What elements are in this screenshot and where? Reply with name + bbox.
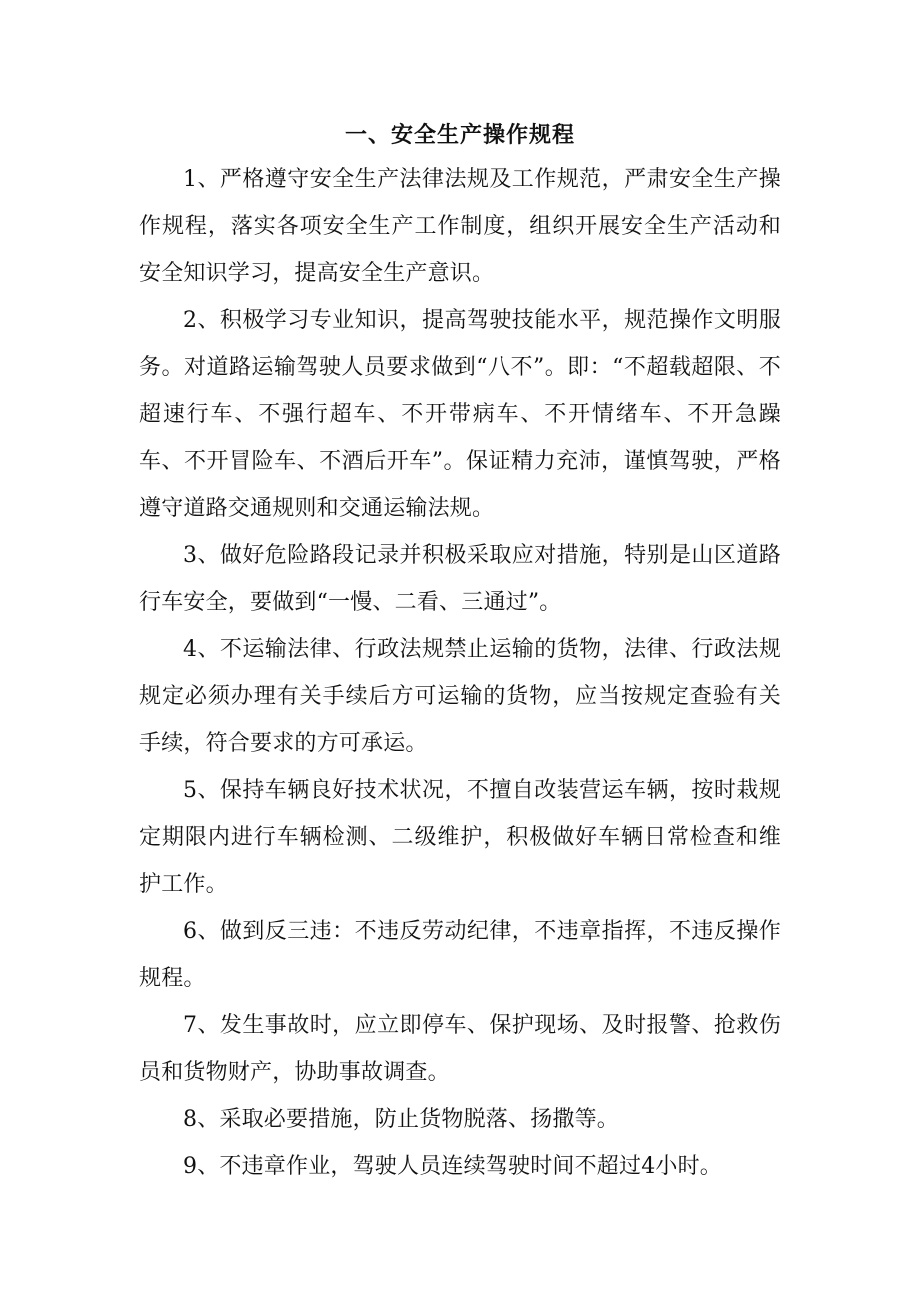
paragraph-8: 8、采取必要措施，防止货物脱落、扬撒等。 bbox=[183, 1107, 619, 1132]
paragraph-1: 1、严格遵守安全生产法律法规及工作规范，严肃安全生产操作规程，落实各项安全生产工作制度，组织开展安全生产活动和安全知识学习，提高安全生产意识。 bbox=[139, 167, 781, 286]
paragraph-2: 2、积极学习专业知识，提高驾驶技能水平，规范操作文明服务。对道路运输驾驶人员要求做到“八不”。即：“不超载超限、不超速行车、不强行超车、不开带病车、不开情绪车、不开急躁车、不开冒险车、不酒后开车”。保证精力充沛，谨慎驾驶，严格遵守道路交通规则和交通运输法规。 bbox=[139, 308, 781, 521]
page-title: 一、安全生产操作规程 bbox=[344, 123, 575, 148]
paragraph-5: 5、保持车辆良好技术状况，不擅自改装营运车辆，按时栽规定期限内进行车辆检测、二级维护，积极做好车辆日常检查和维护工作。 bbox=[139, 778, 781, 897]
paragraph-3: 3、做好危险路段记录并积极采取应对措施，特别是山区道路行车安全，要做到“一慢、二看、三通过”。 bbox=[139, 543, 781, 615]
paragraph-9: 9、不违章作业，驾驶人员连续驾驶时间不超过4小时。 bbox=[183, 1154, 722, 1179]
document-body bbox=[139, 156, 781, 1190]
paragraph-7: 7、发生事故时，应立即停车、保护现场、及时报警、抢救伤员和货物财产，协助事故调查。 bbox=[139, 1013, 781, 1085]
paragraph-6: 6、做到反三违：不违反劳动纪律，不违章指挥，不违反操作规程。 bbox=[139, 919, 781, 991]
paragraph-4: 4、不运输法律、行政法规禁止运输的货物，法律、行政法规规定必须办理有关手续后方可运输的货物，应当按规定查验有关手续，符合要求的方可承运。 bbox=[139, 637, 781, 756]
